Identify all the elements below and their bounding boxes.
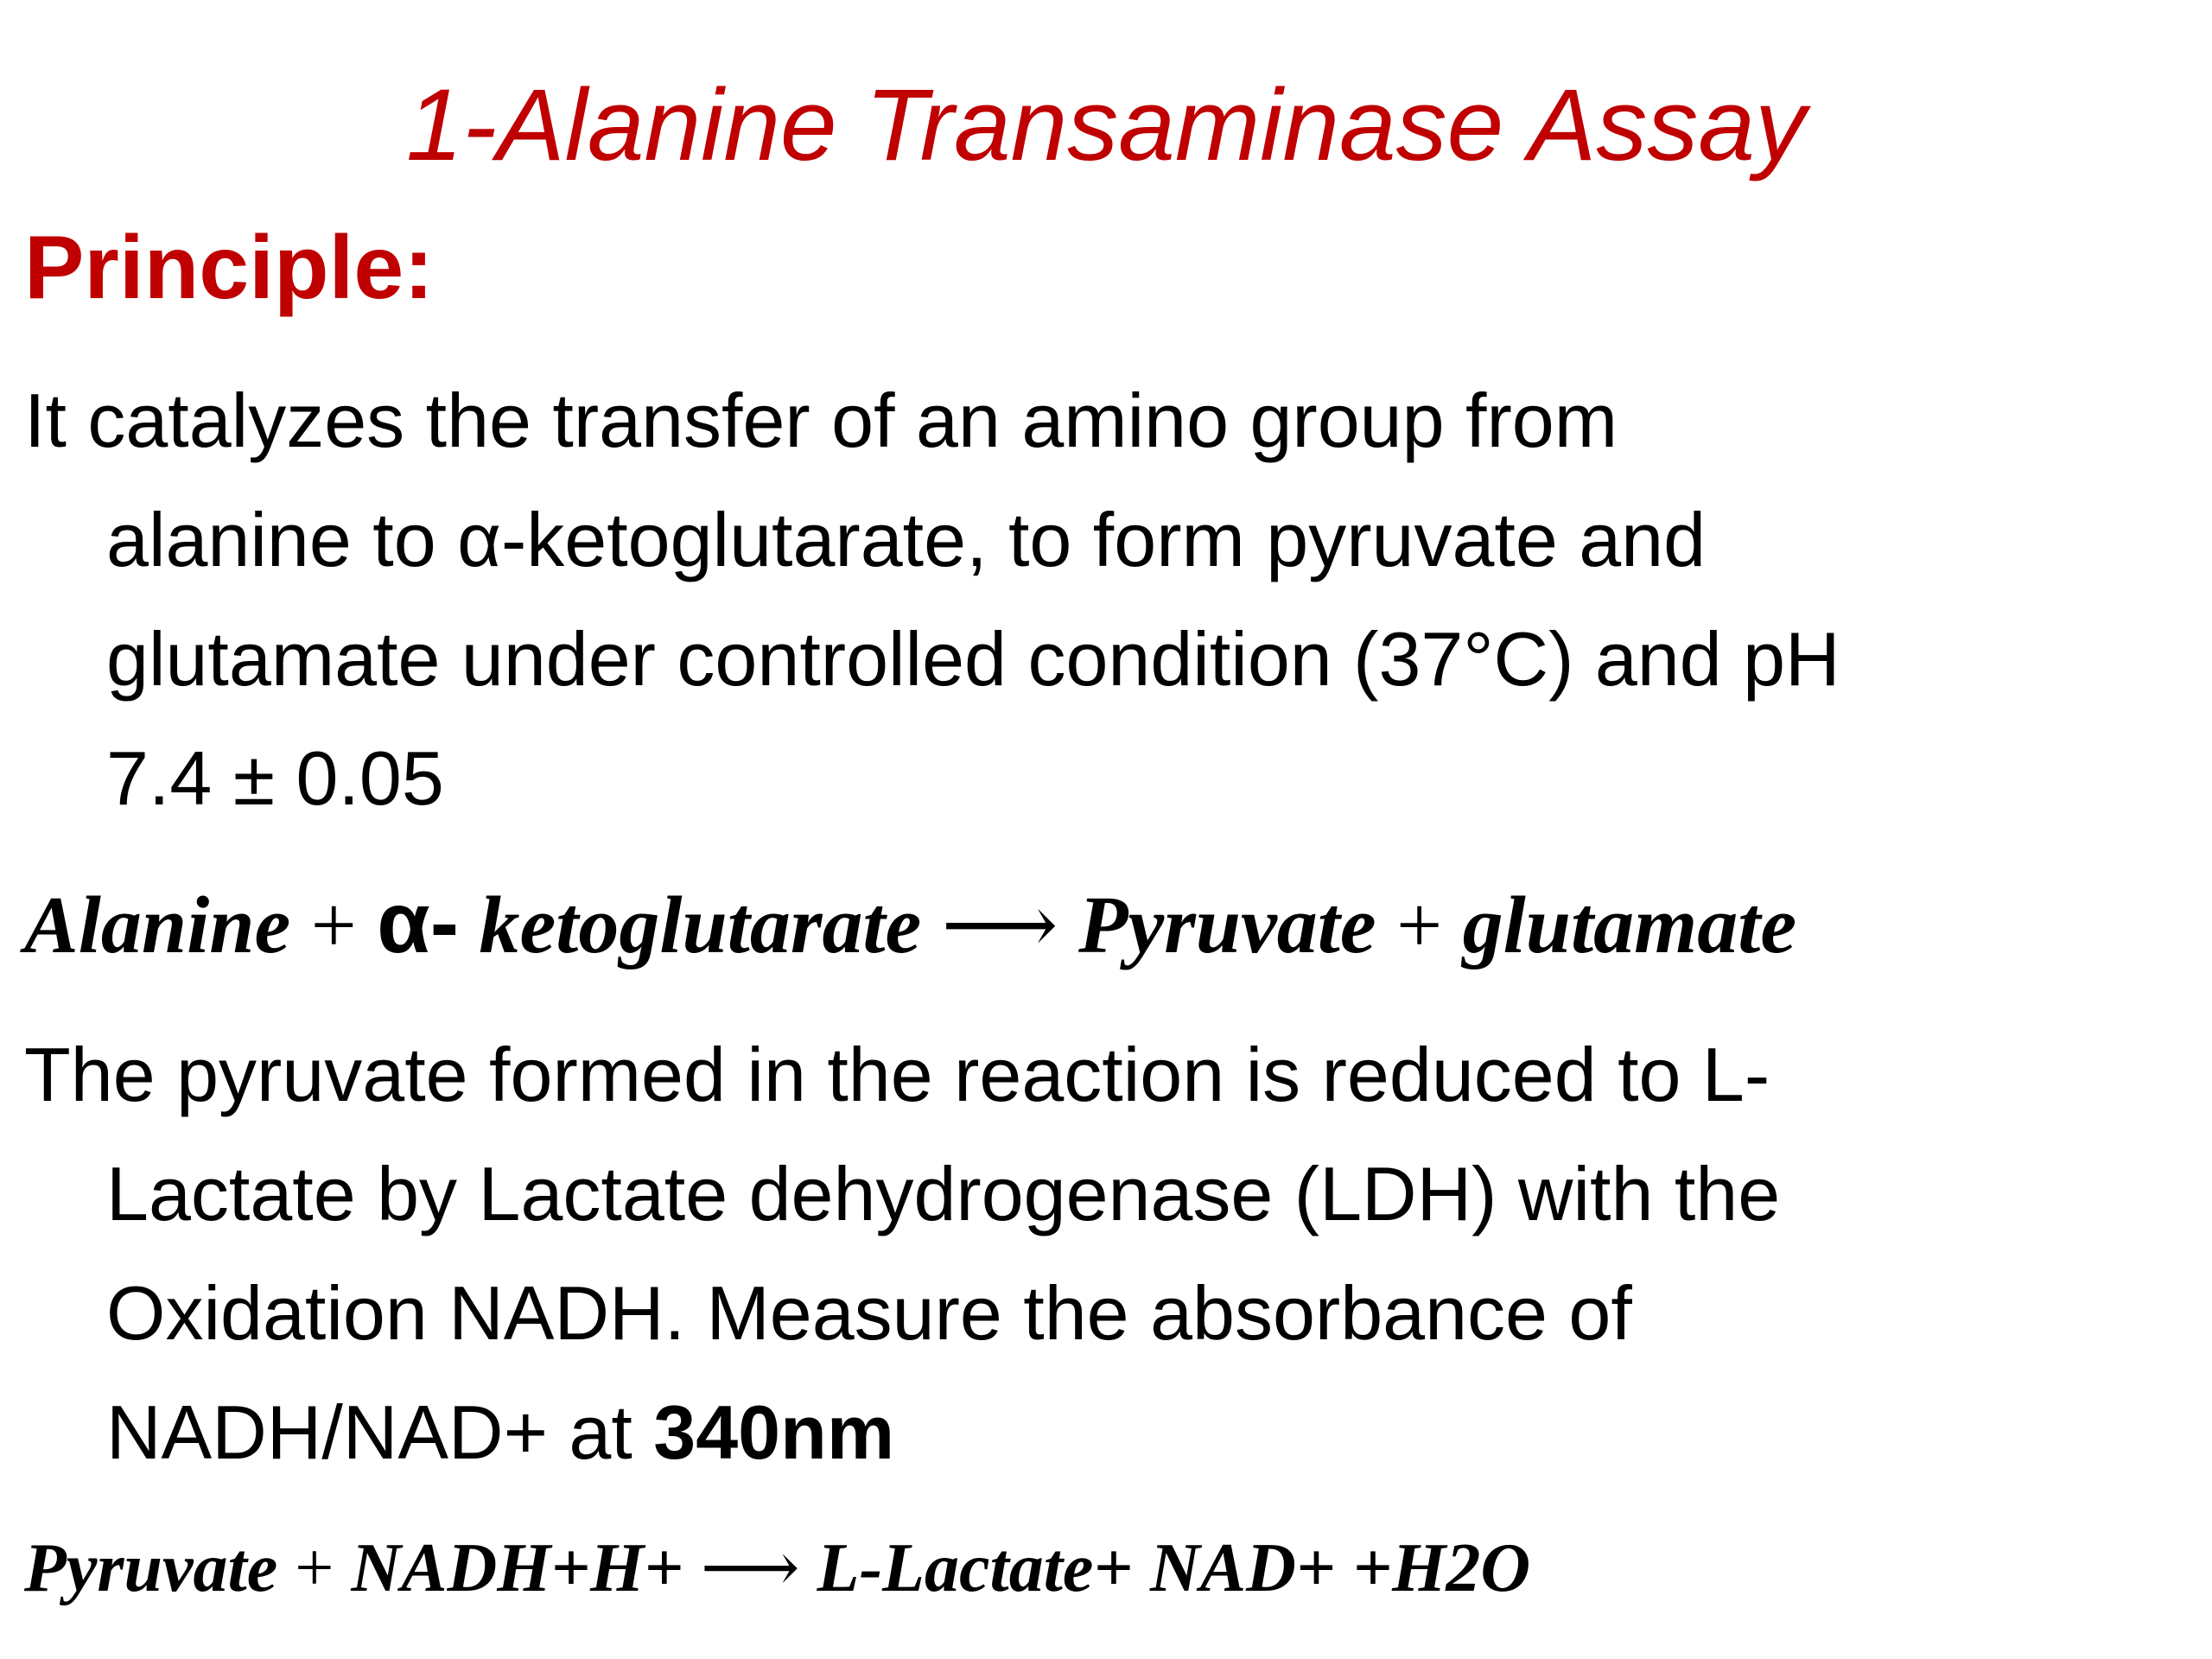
paragraph-line: The pyruvate formed in the reaction is reduced to L-: [24, 1032, 1770, 1117]
paragraph-line: [24, 1373, 1780, 1492]
transamination-equation: [24, 871, 1796, 977]
paragraph-line: Lactate by Lactate dehydrogenase (LDH) with the: [106, 1151, 1781, 1236]
equation-arrow: ⟶: [941, 880, 1058, 970]
equation-arrow: ⟶: [700, 1530, 800, 1606]
wavelength-value: 340nm: [653, 1389, 895, 1475]
absorbance-text: NADH/NAD+ at: [106, 1389, 654, 1475]
equation-product: Pyruvate: [1078, 880, 1376, 970]
principle-paragraph: [24, 361, 1840, 838]
equation-plus: +: [310, 880, 357, 970]
equation-product: glutamate: [1462, 880, 1797, 970]
equation-plus: +: [295, 1530, 334, 1606]
equation-reactant: Pyruvate: [24, 1530, 278, 1606]
equation-product: +H2O: [1352, 1530, 1531, 1606]
paragraph-line: 7.4 ± 0.05: [106, 735, 444, 821]
principle-heading: Principle:: [24, 218, 434, 318]
equation-product: L-Lactate+: [817, 1530, 1134, 1606]
equation-reactant: NADH+H+: [351, 1530, 683, 1606]
paragraph-line: It catalyzes the transfer of an amino group from: [24, 378, 1618, 463]
equation-product: NAD+: [1150, 1530, 1336, 1606]
equation-reactant: Alanine: [24, 880, 291, 970]
equation-plus: +: [1396, 880, 1443, 970]
ldh-paragraph: [24, 1015, 1780, 1492]
ldh-equation: [24, 1521, 1530, 1616]
paragraph-line: Oxidation NADH. Measure the absorbance of: [106, 1270, 1632, 1356]
paragraph-line: alanine to α-ketoglutarate, to form pyruvate and: [106, 497, 1707, 582]
equation-reactant: ketoglutarate: [479, 880, 922, 970]
paragraph-line: glutamate under controlled condition (37°C) and pH: [106, 616, 1840, 702]
equation-alpha-prefix: α-: [377, 874, 460, 971]
slide-title: 1-Alanine Transaminase Assay: [406, 68, 1806, 182]
